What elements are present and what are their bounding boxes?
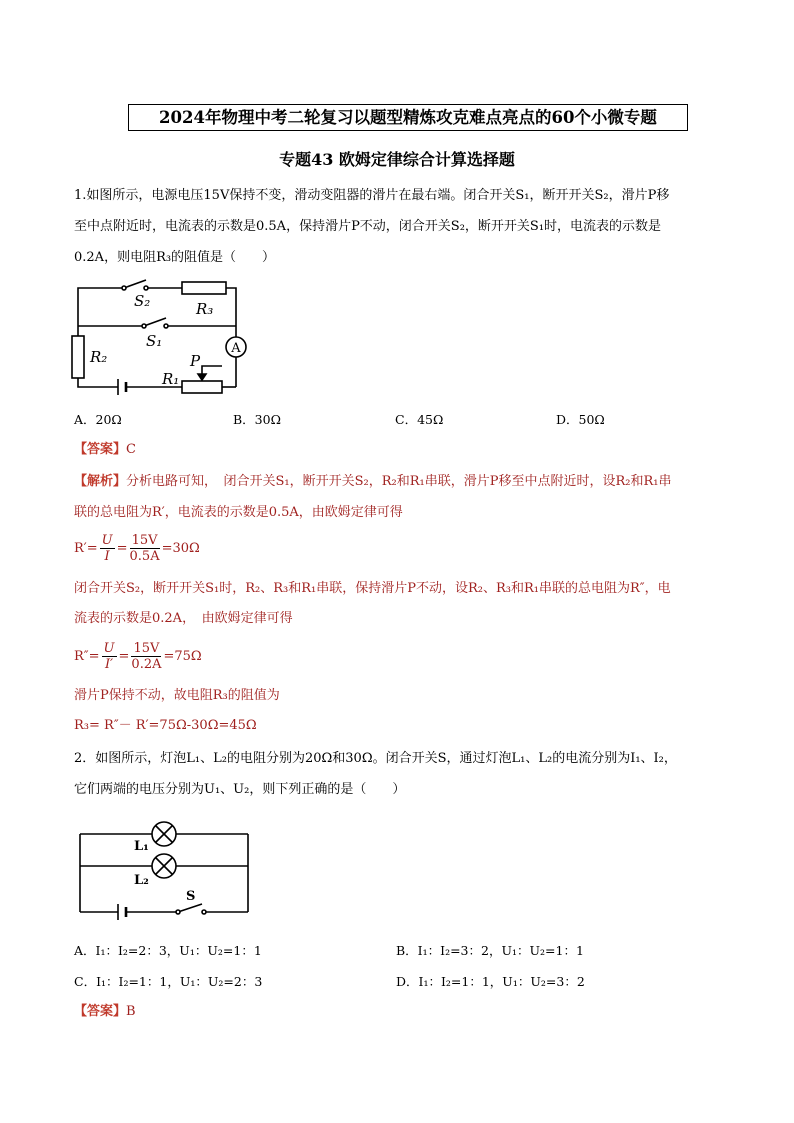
label-l2: L₂ [134,873,149,888]
q1-circuit-diagram [66,274,256,400]
q2-stem-line-1: 2．如图所示，灯泡L₁、L₂的电阻分别为20Ω和30Ω。闭合开关S，通过灯泡L₁、L₂的电流分别为I₁、I₂， [74,751,677,766]
label-r2: R₂ [90,348,108,366]
answer-tag: 【答案】 [74,442,127,457]
q2-option-d: D．I₁：I₂=1：1，U₁：U₂=3：2 [396,974,585,989]
q1-equation-1: R′= $\frac{U}{I}$ = $\frac{15V}{0.5A}$ =30Ω [74,533,200,564]
label-p: P [190,352,201,370]
q2-option-b: B．I₁：I₂=3：2，U₁：U₂=1：1 [396,943,584,958]
label-l1: L₁ [134,839,149,854]
q2-circuit-diagram [74,820,254,920]
label-s: S [186,889,196,904]
q2-option-a: A．I₁：I₂=2：3，U₁：U₂=1：1 [74,943,262,958]
analysis-tag: 【解析】 [74,474,127,489]
q2-answer [74,1002,136,1022]
q1-analysis-line-4: 流表的示数是0.2A， 由欧姆定律可得 [74,611,293,626]
q1-stem-line-2: 至中点附近时，电流表的示数是0.5A，保持滑片P不动，闭合开关S₂，断开开关S₁时，电流表的示数是 [74,219,662,234]
series-title: 2024年物理中考二轮复习以题型精炼攻克难点亮点的60个小微专题 [128,104,688,131]
label-s1: S₁ [146,332,163,350]
q1-equation-2: R″= $\frac{U}{I'}$ = $\frac{15V}{0.2A}$ =75Ω [74,641,202,672]
q1-analysis-line-1: 【解析】分析电路可知， 闭合开关S₁，断开开关S₂，R₂和R₁串联，滑片P移至中点附近时，设R₂和R₁串 [74,474,672,489]
q2-stem-line-2: 它们两端的电压分别为U₁、U₂，则下列正确的是（ ） [74,782,406,797]
q1-option-d: D．50Ω [556,412,605,427]
label-r3: R₃ [196,300,214,318]
q1-stem-line-1: 1.如图所示，电源电压15V保持不变，滑动变阻器的滑片在最右端。闭合开关S₁，断开开关S₂，滑片P移 [74,188,670,203]
q1-analysis-line-2: 联的总电阻为R′，电流表的示数是0.5A，由欧姆定律可得 [74,505,403,520]
q1-option-c: C．45Ω [395,412,444,427]
q1-option-a: A．20Ω [74,412,122,427]
label-r1: R₁ [162,370,180,388]
label-s2: S₂ [134,292,151,310]
q1-stem-line-3: 0.2A，则电阻R₃的阻值是（ ） [74,250,276,265]
q1-analysis-line-5: 滑片P保持不动，故电阻R₃的阻值为 [74,688,280,703]
q2-option-c: C．I₁：I₂=1：1，U₁：U₂=2：3 [74,974,263,989]
q1-option-b: B．30Ω [233,412,281,427]
answer-value: B [126,1004,136,1019]
q1-analysis-line-6: R₃= R″－ R′=75Ω-30Ω=45Ω [74,718,257,733]
topic-title: 专题43 欧姆定律综合计算选择题 [279,150,515,169]
q1-answer [74,440,136,460]
label-ammeter: A [231,341,241,356]
answer-value: C [126,442,136,457]
answer-tag: 【答案】 [74,1004,127,1019]
q1-analysis-line-3: 闭合开关S₂，断开开关S₁时，R₂、R₃和R₁串联，保持滑片P不动，设R₂、R₃和R₁串联的总电阻为R″，电 [74,581,671,596]
